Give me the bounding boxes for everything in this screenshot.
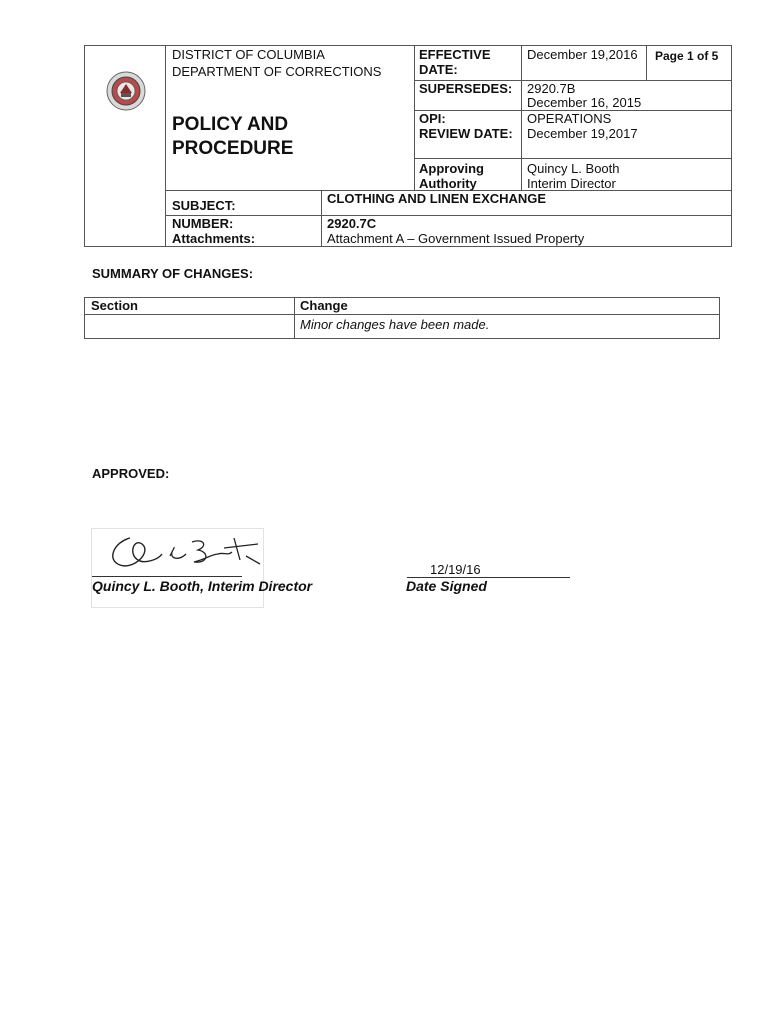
- approving-authority-value-line1: Quincy L. Booth: [527, 161, 620, 176]
- opi-value: OPERATIONS: [527, 111, 612, 126]
- divider: [321, 190, 322, 247]
- effective-date-label-line1: EFFECTIVE: [419, 47, 491, 62]
- subject-label: SUBJECT:: [172, 198, 236, 213]
- approving-authority-value-line2: Interim Director: [527, 176, 616, 191]
- summary-heading: SUMMARY OF CHANGES:: [92, 266, 254, 281]
- attachments-value: Attachment A – Government Issued Property: [327, 231, 585, 246]
- date-signed-value: 12/19/16: [430, 562, 481, 577]
- effective-date-value: December 19,2016: [527, 47, 638, 62]
- signature-line: [92, 576, 242, 577]
- divider: [165, 215, 732, 216]
- divider: [165, 45, 166, 247]
- supersedes-value-line2: December 16, 2015: [527, 95, 642, 110]
- divider: [294, 297, 295, 339]
- column-header-section: Section: [91, 298, 138, 313]
- review-date-label: REVIEW DATE:: [419, 126, 513, 141]
- agency-name-line1: DISTRICT OF COLUMBIA: [172, 47, 325, 62]
- supersedes-label: SUPERSEDES:: [419, 81, 513, 96]
- subject-value: CLOTHING AND LINEN EXCHANGE: [327, 191, 547, 206]
- dc-corrections-seal-icon: [106, 71, 146, 111]
- doc-type-line1: POLICY AND: [172, 114, 289, 135]
- number-value: 2920.7C: [327, 216, 377, 231]
- divider: [521, 45, 522, 190]
- approving-authority-label-line2: Authority: [419, 176, 477, 191]
- opi-label: OPI:: [419, 111, 446, 126]
- review-date-value: December 19,2017: [527, 126, 638, 141]
- approving-authority-label-line1: Approving: [419, 161, 484, 176]
- approved-heading: APPROVED:: [92, 466, 170, 481]
- signer-name: Quincy L. Booth, Interim Director: [92, 578, 313, 594]
- table-row-change: Minor changes have been made.: [300, 317, 490, 332]
- agency-name-line2: DEPARTMENT OF CORRECTIONS: [172, 64, 382, 79]
- doc-type-line2: PROCEDURE: [172, 138, 294, 159]
- number-label: NUMBER:: [172, 216, 234, 231]
- divider: [414, 158, 732, 159]
- divider: [84, 314, 720, 315]
- divider: [646, 45, 647, 80]
- handwritten-signature-icon: [100, 530, 265, 575]
- effective-date-label-line2: DATE:: [419, 62, 458, 77]
- page-number: Page 1 of 5: [655, 49, 719, 63]
- date-signed-label: Date Signed: [406, 578, 487, 594]
- column-header-change: Change: [300, 298, 348, 313]
- supersedes-value-line1: 2920.7B: [527, 81, 576, 96]
- attachments-label: Attachments:: [172, 231, 256, 246]
- divider: [414, 45, 415, 190]
